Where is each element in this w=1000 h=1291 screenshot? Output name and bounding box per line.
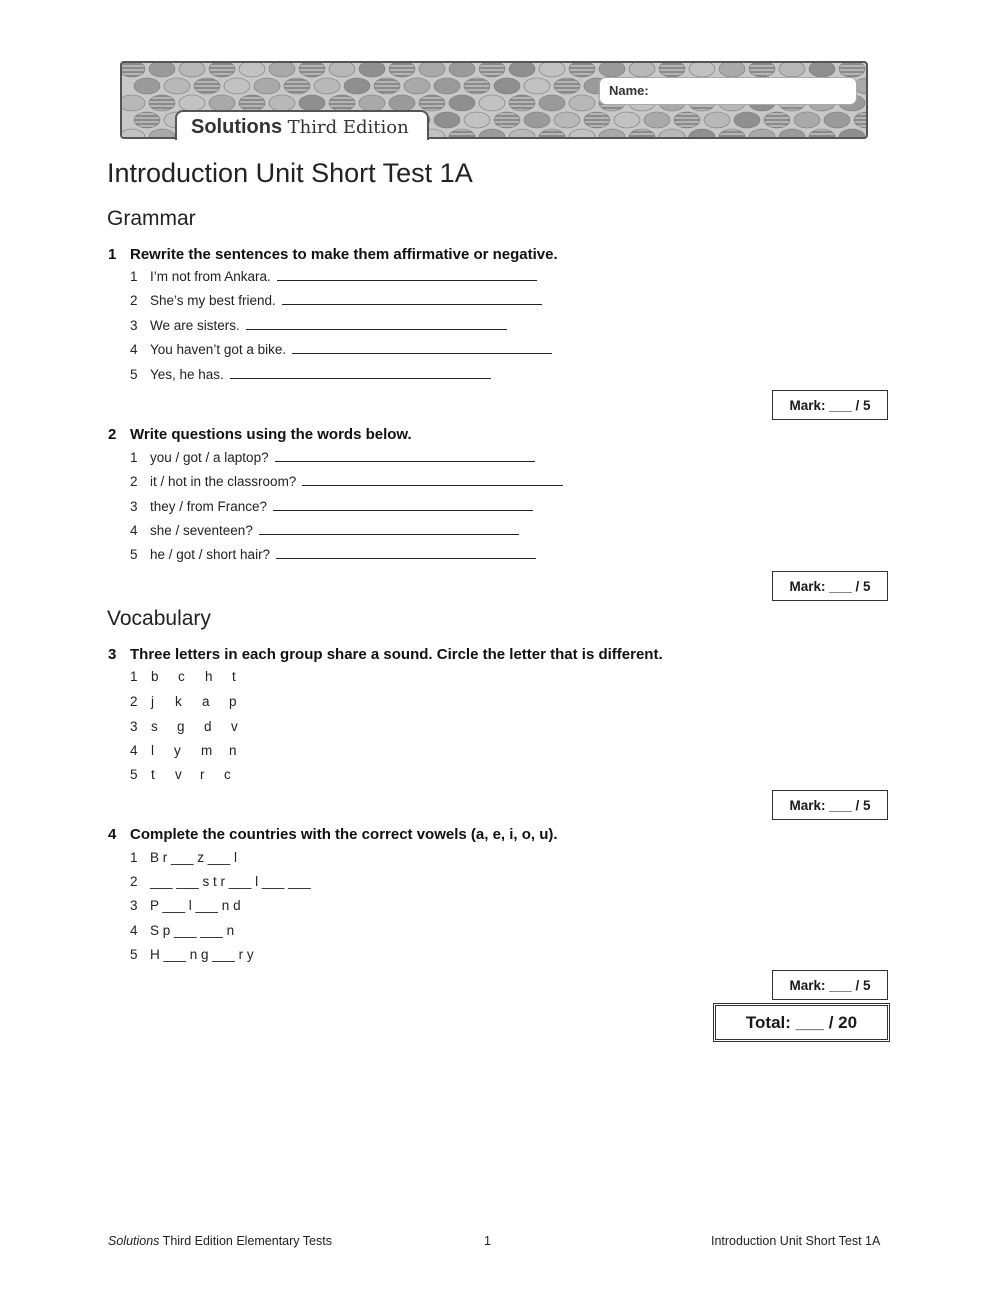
banner-oval [314, 78, 340, 94]
letter-option[interactable]: n [229, 743, 237, 758]
letter-option[interactable]: v [175, 767, 182, 782]
total-box: Total: ___ / 20 [713, 1003, 890, 1042]
banner-oval [209, 63, 235, 77]
q2-item: 5 he / got / short hair? [130, 547, 536, 562]
vowel-gaps[interactable]: ___ ___ s t r ___ l ___ ___ [150, 874, 311, 889]
banner-oval [719, 63, 745, 77]
banner-oval [674, 112, 700, 128]
q4-item: 1 B r ___ z ___ l [130, 850, 238, 865]
letter-option[interactable]: s [151, 719, 158, 734]
banner-oval [194, 78, 220, 94]
footer-left [108, 1234, 332, 1248]
banner-oval [764, 112, 790, 128]
answer-line[interactable] [292, 352, 552, 354]
footer-left-text: Third Edition Elementary Tests [159, 1234, 332, 1248]
banner-oval [824, 112, 850, 128]
banner-oval [209, 95, 235, 111]
letter-option[interactable]: v [231, 719, 238, 734]
banner-oval [179, 63, 205, 77]
vowel-gaps[interactable]: S p ___ ___ n [150, 923, 235, 938]
q4-instruction: Complete the countries with the correct vowels (a, e, i, o, u). [130, 826, 558, 843]
q2-number: 2 [108, 426, 117, 443]
banner-oval [779, 129, 805, 139]
answer-line[interactable] [277, 279, 537, 281]
banner-oval [479, 63, 505, 77]
banner-oval [809, 129, 835, 139]
letter-option[interactable]: a [202, 694, 210, 709]
brand-rest: Third Edition [287, 117, 409, 138]
banner-oval [779, 63, 805, 77]
footer-brand: Solutions [108, 1234, 160, 1248]
answer-line[interactable] [276, 557, 536, 559]
banner-oval [509, 95, 535, 111]
letter-option[interactable]: g [177, 719, 185, 734]
q3-item: 1 b c h t [130, 669, 259, 684]
q1-item: 5 Yes, he has. [130, 367, 491, 382]
banner-oval [134, 112, 160, 128]
letter-option[interactable]: l [151, 743, 154, 758]
banner-oval [689, 63, 715, 77]
banner-oval [389, 95, 415, 111]
banner-oval [734, 112, 760, 128]
banner-oval [164, 78, 190, 94]
brand-logo [175, 110, 429, 140]
letter-option[interactable]: h [205, 669, 213, 684]
q4-item: 5 H ___ n g ___ r y [130, 947, 254, 962]
q1-item: 2 She’s my best friend. [130, 293, 542, 308]
q1-item: 4 You haven’t got a bike. [130, 342, 552, 357]
banner-oval [494, 78, 520, 94]
banner-oval [239, 95, 265, 111]
answer-line[interactable] [273, 509, 533, 511]
banner-oval [464, 112, 490, 128]
banner-oval [854, 78, 868, 94]
letter-option[interactable]: m [201, 743, 213, 758]
letter-option[interactable]: b [151, 669, 159, 684]
q3-item: 2 j k a p [130, 694, 256, 709]
q1-item: 1 I’m not from Ankara. [130, 269, 537, 284]
banner-oval [509, 129, 535, 139]
banner-oval [569, 95, 595, 111]
q3-item: 5 t v r c [130, 767, 251, 782]
banner-oval [404, 78, 430, 94]
letter-option[interactable]: y [174, 743, 181, 758]
page-title: Introduction Unit Short Test 1A [107, 158, 473, 188]
letter-option[interactable]: c [224, 767, 231, 782]
answer-line[interactable] [230, 377, 491, 379]
banner-oval [494, 112, 520, 128]
banner-oval [299, 95, 325, 111]
banner-oval [239, 63, 265, 77]
q2-mark-box: Mark: ___ / 5 [772, 571, 888, 601]
banner-oval [254, 78, 280, 94]
banner-oval [434, 78, 460, 94]
q1-heading [108, 246, 558, 263]
banner-oval [584, 112, 610, 128]
letter-option[interactable]: c [178, 669, 185, 684]
vowel-gaps[interactable]: P ___ l ___ n d [150, 898, 241, 913]
answer-line[interactable] [259, 533, 519, 535]
banner-oval [134, 78, 160, 94]
letter-option[interactable]: k [175, 694, 182, 709]
q2-heading [108, 426, 412, 443]
banner-oval [749, 129, 775, 139]
brand-bold: Solutions [191, 116, 283, 138]
banner-oval [839, 129, 865, 139]
banner-oval [299, 63, 325, 77]
letter-option[interactable]: t [151, 767, 155, 782]
q3-instruction: Three letters in each group share a sound. Circle the letter that is different. [130, 646, 663, 663]
section-grammar: Grammar [107, 207, 196, 230]
banner-oval [554, 112, 580, 128]
banner-oval [749, 63, 775, 77]
banner-oval [344, 78, 370, 94]
banner-oval [524, 78, 550, 94]
banner-oval [644, 112, 670, 128]
banner-oval [419, 95, 445, 111]
q2-instruction: Write questions using the words below. [130, 426, 412, 443]
q1-number: 1 [108, 246, 117, 263]
banner-oval [479, 129, 505, 139]
letter-option[interactable]: p [229, 694, 237, 709]
banner-oval [464, 78, 490, 94]
q1-instruction: Rewrite the sentences to make them affirmative or negative. [130, 246, 558, 263]
q2-item: 4 she / seventeen? [130, 523, 519, 538]
q1-mark-box: Mark: ___ / 5 [772, 390, 888, 420]
banner-oval [374, 78, 400, 94]
banner-oval [794, 112, 820, 128]
banner-oval [269, 63, 295, 77]
banner-oval [569, 129, 595, 139]
banner-oval [329, 95, 355, 111]
answer-line[interactable] [275, 460, 535, 462]
banner-oval [539, 129, 565, 139]
q3-item: 4 l y m n [130, 743, 256, 758]
name-field[interactable] [600, 78, 856, 104]
banner-oval [629, 63, 655, 77]
banner-oval [224, 78, 250, 94]
banner-oval [149, 63, 175, 77]
q3-number: 3 [108, 646, 117, 663]
q4-number: 4 [108, 826, 117, 843]
banner-oval [449, 95, 475, 111]
banner-oval [149, 95, 175, 111]
q4-item: 3 P ___ l ___ n d [130, 898, 241, 913]
q1-item: 3 We are sisters. [130, 318, 507, 333]
banner-oval [389, 63, 415, 77]
letter-option[interactable]: j [151, 694, 154, 709]
answer-line[interactable] [246, 328, 507, 330]
banner-oval [479, 95, 505, 111]
section-vocabulary: Vocabulary [107, 607, 211, 630]
q2-item: 3 they / from France? [130, 499, 533, 514]
banner-oval [419, 63, 445, 77]
banner-oval [569, 63, 595, 77]
q4-item: 4 S p ___ ___ n [130, 923, 235, 938]
banner-oval [689, 129, 715, 139]
q4-item: 2 ___ ___ s t r ___ l ___ ___ [130, 874, 311, 889]
banner-oval [449, 129, 475, 139]
banner-oval [854, 112, 868, 128]
letter-option[interactable]: t [232, 669, 236, 684]
q3-heading [108, 646, 663, 663]
banner-oval [839, 63, 865, 77]
banner-oval [449, 63, 475, 77]
banner-oval [509, 63, 535, 77]
footer-right: Introduction Unit Short Test 1A [711, 1234, 881, 1248]
banner-oval [599, 63, 625, 77]
banner-oval [359, 63, 385, 77]
vowel-gaps[interactable]: H ___ n g ___ r y [150, 947, 254, 962]
banner-oval [809, 63, 835, 77]
banner-oval [269, 95, 295, 111]
name-label: Name: [609, 83, 649, 98]
banner-oval [539, 63, 565, 77]
banner-oval [614, 112, 640, 128]
answer-line[interactable] [302, 484, 563, 486]
banner-oval [434, 112, 460, 128]
banner-oval [122, 129, 145, 139]
banner-oval [704, 112, 730, 128]
banner-oval [122, 95, 145, 111]
banner-oval [284, 78, 310, 94]
banner-oval [539, 95, 565, 111]
banner-oval [329, 63, 355, 77]
banner-oval [659, 129, 685, 139]
q2-item: 2 it / hot in the classroom? [130, 474, 563, 489]
banner-oval [524, 112, 550, 128]
answer-line[interactable] [282, 303, 542, 305]
banner-oval [359, 95, 385, 111]
q3-item: 3 s g d v [130, 719, 258, 734]
q3-mark-box: Mark: ___ / 5 [772, 790, 888, 820]
footer-page-number: 1 [484, 1234, 491, 1248]
banner-oval [629, 129, 655, 139]
banner-oval [554, 78, 580, 94]
letter-option[interactable]: r [200, 767, 205, 782]
q4-mark-box: Mark: ___ / 5 [772, 970, 888, 1000]
q2-item: 1 you / got / a laptop? [130, 450, 535, 465]
banner-oval [599, 129, 625, 139]
vowel-gaps[interactable]: B r ___ z ___ l [150, 850, 238, 865]
banner-oval [719, 129, 745, 139]
banner-oval [122, 63, 145, 77]
q4-heading [108, 826, 558, 843]
banner-oval [659, 63, 685, 77]
banner-oval [149, 129, 175, 139]
banner-oval [179, 95, 205, 111]
letter-option[interactable]: d [204, 719, 212, 734]
